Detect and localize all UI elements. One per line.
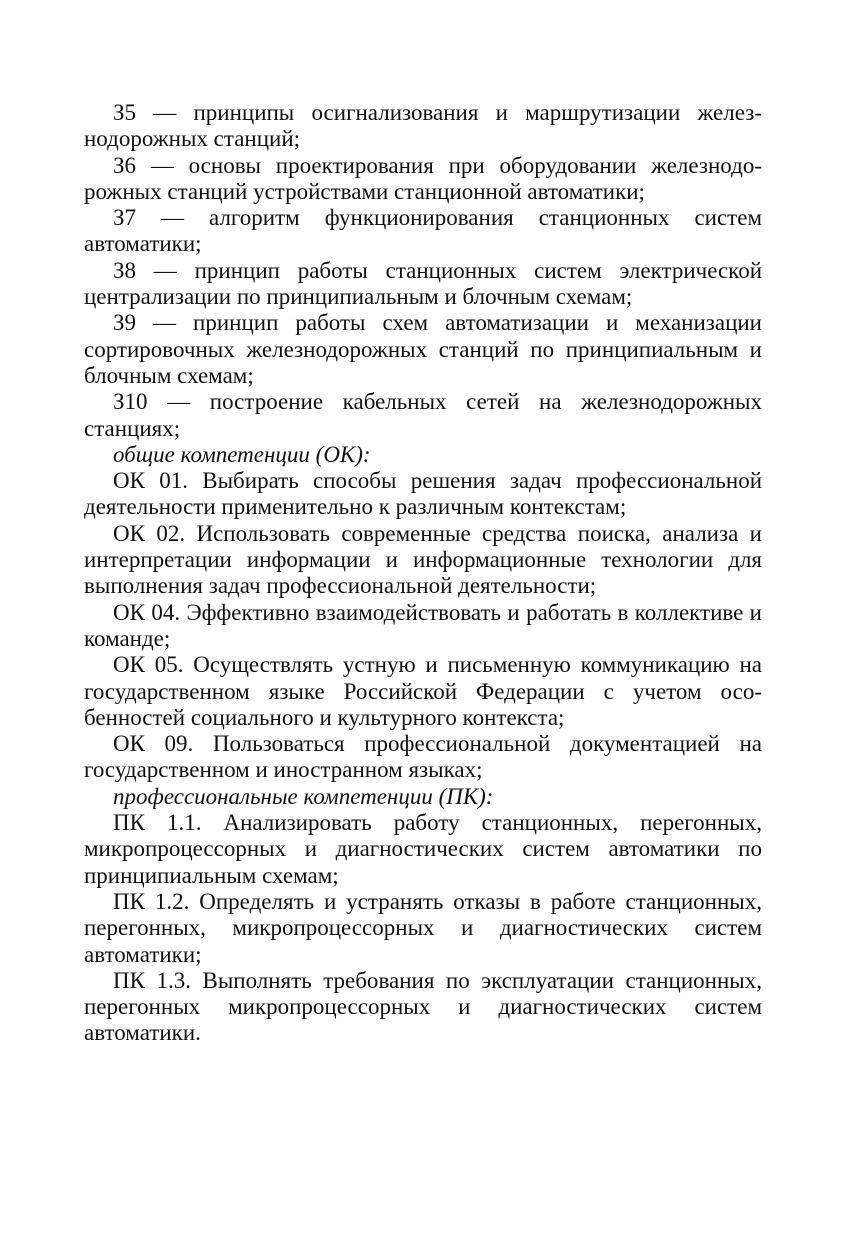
professional-competency-pk11: ПК 1.1. Анализировать работу станционных, перегонных, микропроцессорных и диагностических систем автоматики по принципиальным схемам;: [84, 810, 762, 888]
knowledge-item-z6: З6 — основы проектирования при оборудовании железнодорожных станций устройствами станционной автоматики;: [84, 152, 762, 204]
general-competency-ok05: ОК 05. Осуществлять устную и письменную коммуникацию на государственном языке Российской Федерации с учетом особенностей социального и культурного контекста;: [84, 652, 762, 730]
knowledge-item-z5: З5 — принципы осигнализования и маршрутизации железнодорожных станций;: [84, 100, 762, 152]
general-competency-ok09: ОК 09. Пользоваться профессиональной документацией на государственном и иностранном языках;: [84, 731, 762, 783]
professional-competency-pk13: ПК 1.3. Выполнять требования по эксплуатации станционных, перегонных микропроцессорных и диагностических систем автоматики.: [84, 967, 762, 1046]
general-competency-ok04: ОК 04. Эффективно взаимодействовать и работать в коллективе и команде;: [84, 599, 762, 651]
document-page: [84, 100, 762, 1047]
knowledge-item-z8: З8 — принцип работы станционных систем электрической централизации по принципиальным и блочным схемам;: [84, 257, 762, 310]
professional-competency-pk12: ПК 1.2. Определять и устранять отказы в работе станционных, перегонных, микропроцессорных и диагностических систем автоматики;: [84, 888, 762, 967]
professional-competencies-heading: профессиональные компетенции (ПК):: [113, 783, 494, 809]
knowledge-item-z9: З9 — принцип работы схем автоматизации и механизации сортировочных железнодорожных станций по принципиальным и блочным схемам;: [84, 310, 762, 388]
knowledge-item-z7: З7 — алгоритм функционирования станционных систем автоматики;: [84, 205, 762, 257]
general-competency-ok01: ОК 01. Выбирать способы решения задач профессиональной деятельности применительно к различным контекстам;: [84, 468, 762, 520]
knowledge-item-z10: З10 — построение кабельных сетей на железнодорожных станциях;: [84, 389, 762, 441]
general-competency-ok02: ОК 02. Использовать современные средства поиска, анализа и интерпретации информации и информационные технологии для выполнения задач профессиональной деятельности;: [84, 520, 762, 599]
general-competencies-heading: общие компетенции (ОК):: [113, 441, 371, 467]
